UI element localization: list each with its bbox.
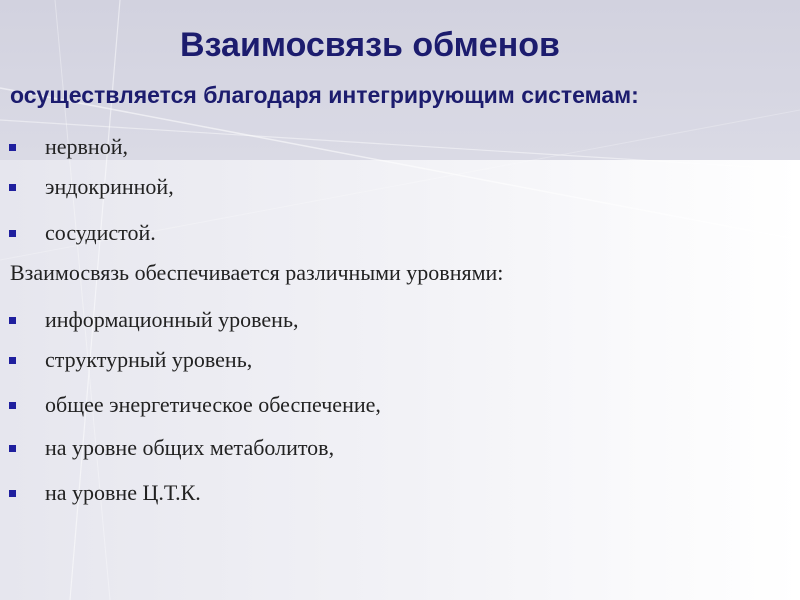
list-item-text: структурный уровень, xyxy=(45,347,253,372)
list-item-text: общее энергетическое обеспечение, xyxy=(45,392,381,417)
list-item-text: на уровне Ц.Т.К. xyxy=(45,480,201,505)
slide-title: Взаимосвязь обменов xyxy=(180,26,560,64)
square-bullet-icon xyxy=(9,490,16,497)
square-bullet-icon xyxy=(9,402,16,409)
list-item-text: эндокринной, xyxy=(45,174,174,199)
slide-subtitle: осуществляется благодаря интегрирующим системам: xyxy=(10,82,639,108)
square-bullet-icon xyxy=(9,445,16,452)
square-bullet-icon xyxy=(9,144,16,151)
list-item-text: нервной, xyxy=(45,134,128,159)
list-item-text: сосудистой. xyxy=(45,220,156,245)
list-item-text: на уровне общих метаболитов, xyxy=(45,435,335,460)
levels-intro: Взаимосвязь обеспечивается различными уровнями: xyxy=(10,260,504,285)
list-item-text: информационный уровень, xyxy=(45,307,299,332)
square-bullet-icon xyxy=(9,357,16,364)
square-bullet-icon xyxy=(9,230,16,237)
square-bullet-icon xyxy=(9,184,16,191)
square-bullet-icon xyxy=(9,317,16,324)
